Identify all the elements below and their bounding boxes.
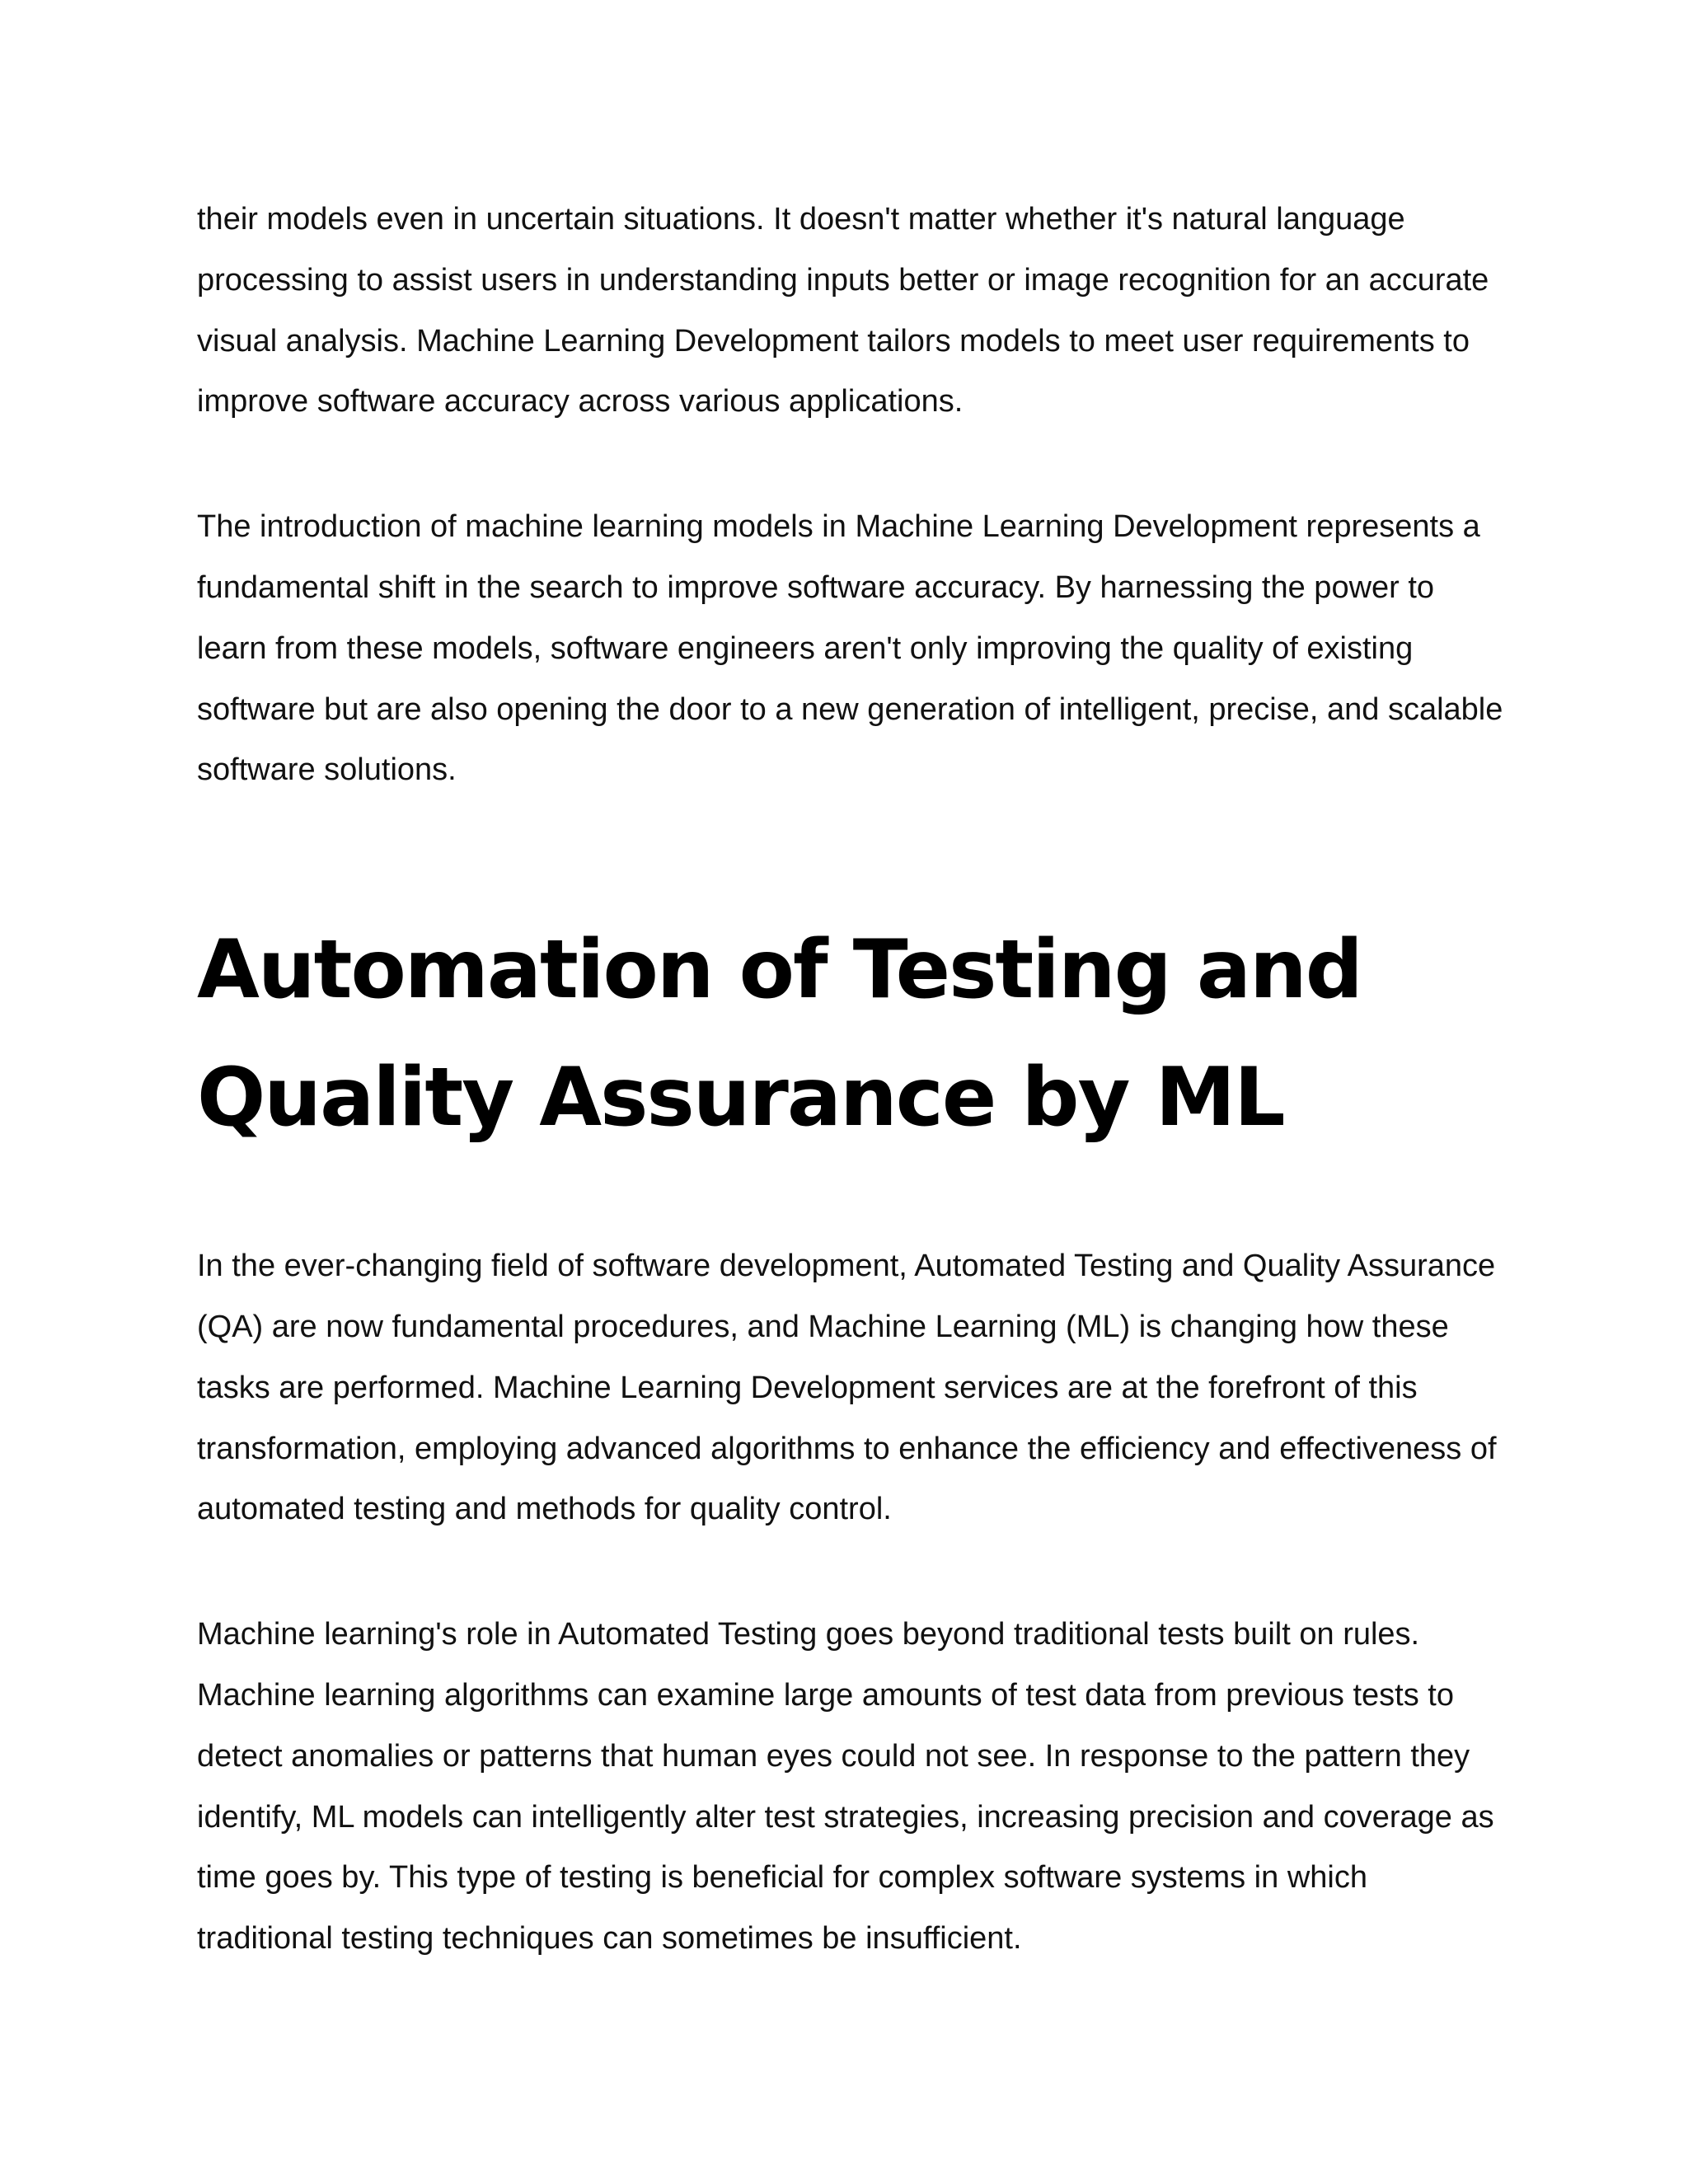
paragraph-automated-testing-intro: In the ever-changing field of software development, Automated Testing and Quality Assurance (QA) are now fundamental procedures, and Machine Learning (ML) is changing how these tasks are performed. Machine Learning Development services are at the forefront of this transformation, employing advanced algorithms to enhance the efficiency and effectiveness of automated testing and methods for quality control.: [197, 1249, 1497, 1527]
paragraph-ml-role-testing: Machine learning's role in Automated Testing goes beyond traditional tests built on rules. Machine learning algorithms can examine large amounts of test data from previous tests to detect anomalies or patterns that human eyes could not see. In response to the pattern they identify, ML models can intelligently alter test strategies, increasing precision and coverage as time goes by. This type of testing is beneficial for complex software systems in which traditional testing techniques can sometimes be insufficient.: [197, 1617, 1494, 1957]
paragraph-ml-models-shift: The introduction of machine learning models in Machine Learning Development represents a fundamental shift in the search to improve software accuracy. By harnessing the power to learn from these models, software engineers aren't only improving the quality of existing software but are also opening the door to a new generation of intelligent, precise, and scalable software solutions.: [197, 509, 1503, 788]
paragraph-continuation: their models even in uncertain situations. It doesn't matter whether it's natural language processing to assist users in understanding inputs better or image recognition for an accurate visual analysis. Machine Learning Development tailors models to meet user requirements to improve software accuracy across various applications.: [197, 202, 1489, 419]
document-body: [197, 190, 1507, 1970]
section-heading: Automation of Testing and Quality Assurance by ML: [197, 923, 1362, 1146]
